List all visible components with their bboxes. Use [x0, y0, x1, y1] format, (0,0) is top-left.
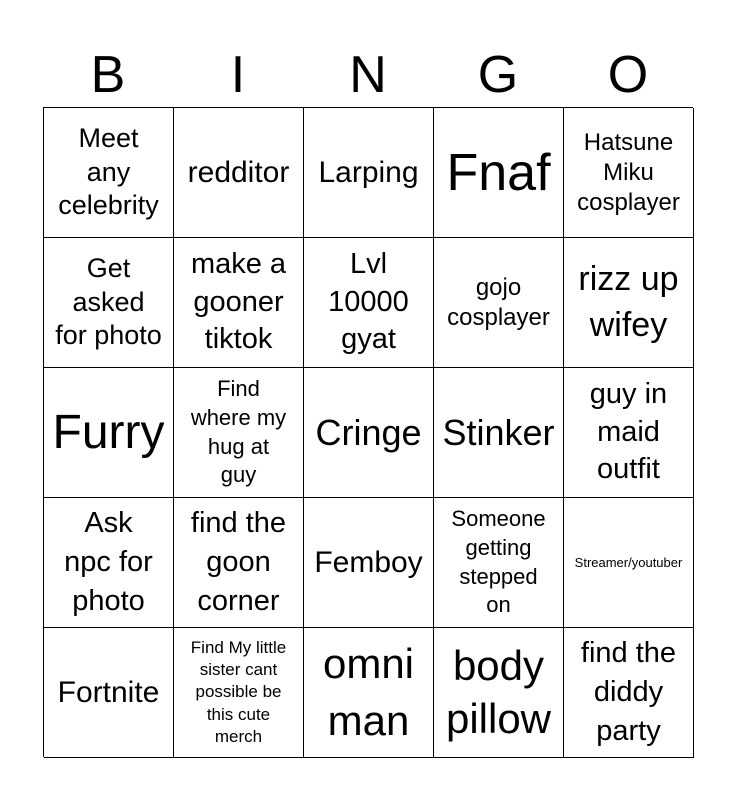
bingo-cell[interactable]	[304, 498, 434, 628]
bingo-cell[interactable]	[564, 238, 694, 368]
bingo-cell[interactable]	[44, 238, 174, 368]
cell-label: Streamer/youtuber	[574, 555, 683, 570]
bingo-cell[interactable]	[434, 238, 564, 368]
cell-label: Ask npc for photo	[64, 506, 153, 618]
header-letter-n: N	[349, 46, 387, 104]
cell-label: gojo cosplayer	[447, 273, 550, 331]
bingo-cell[interactable]	[174, 368, 304, 498]
bingo-cell[interactable]	[174, 628, 304, 758]
cell-label: Femboy	[314, 545, 423, 579]
cell-label: rizz up wifey	[578, 259, 679, 344]
cell-label: redditor	[187, 155, 290, 189]
bingo-cell[interactable]	[434, 498, 564, 628]
cell-label: Larping	[318, 155, 419, 189]
bingo-cell[interactable]	[564, 628, 694, 758]
cell-label: Find where my hug at guy	[190, 376, 287, 488]
cell-label: Furry	[52, 405, 165, 459]
bingo-cell[interactable]	[304, 108, 434, 238]
bingo-cell[interactable]	[44, 108, 174, 238]
bingo-cell[interactable]	[44, 368, 174, 498]
header-letter-b: B	[90, 46, 126, 104]
bingo-cell[interactable]	[564, 368, 694, 498]
bingo-cell[interactable]	[564, 108, 694, 238]
cell-label: Cringe	[315, 411, 422, 453]
cell-label: Find My little sister cant possible be this cute merch	[190, 638, 287, 746]
cell-label: Hatsune Miku cosplayer	[577, 128, 680, 216]
cell-label: guy in maid outfit	[589, 377, 668, 486]
header-letter-g: G	[477, 46, 519, 104]
cell-label: find the diddy party	[580, 636, 677, 748]
bingo-cell[interactable]	[44, 498, 174, 628]
bingo-cell[interactable]	[174, 108, 304, 238]
bingo-cell[interactable]	[44, 628, 174, 758]
cell-label: body pillow	[445, 642, 552, 742]
bingo-cell[interactable]	[304, 628, 434, 758]
bingo-header	[43, 44, 693, 106]
bingo-cell[interactable]	[304, 238, 434, 368]
cell-label: Get asked for photo	[55, 252, 162, 351]
bingo-cell[interactable]	[304, 368, 434, 498]
bingo-cell[interactable]	[434, 628, 564, 758]
bingo-cell[interactable]	[174, 498, 304, 628]
cell-label: Someone getting stepped on	[451, 506, 546, 618]
header-letter-i: I	[230, 46, 246, 104]
bingo-board	[43, 107, 693, 757]
cell-label: Meet any celebrity	[58, 122, 159, 221]
bingo-cell[interactable]	[434, 108, 564, 238]
cell-label: omni man	[322, 639, 415, 744]
cell-label: find the goon corner	[190, 506, 287, 618]
bingo-cell[interactable]	[564, 498, 694, 628]
bingo-cell[interactable]	[174, 238, 304, 368]
cell-label: Stinker	[442, 411, 555, 453]
cell-label: Fortnite	[57, 675, 160, 709]
bingo-cell[interactable]	[434, 368, 564, 498]
cell-label: Lvl 10000 gyat	[328, 247, 409, 356]
cell-label: Fnaf	[446, 143, 551, 202]
cell-label: make a gooner tiktok	[190, 247, 287, 356]
header-letter-o: O	[607, 46, 649, 104]
